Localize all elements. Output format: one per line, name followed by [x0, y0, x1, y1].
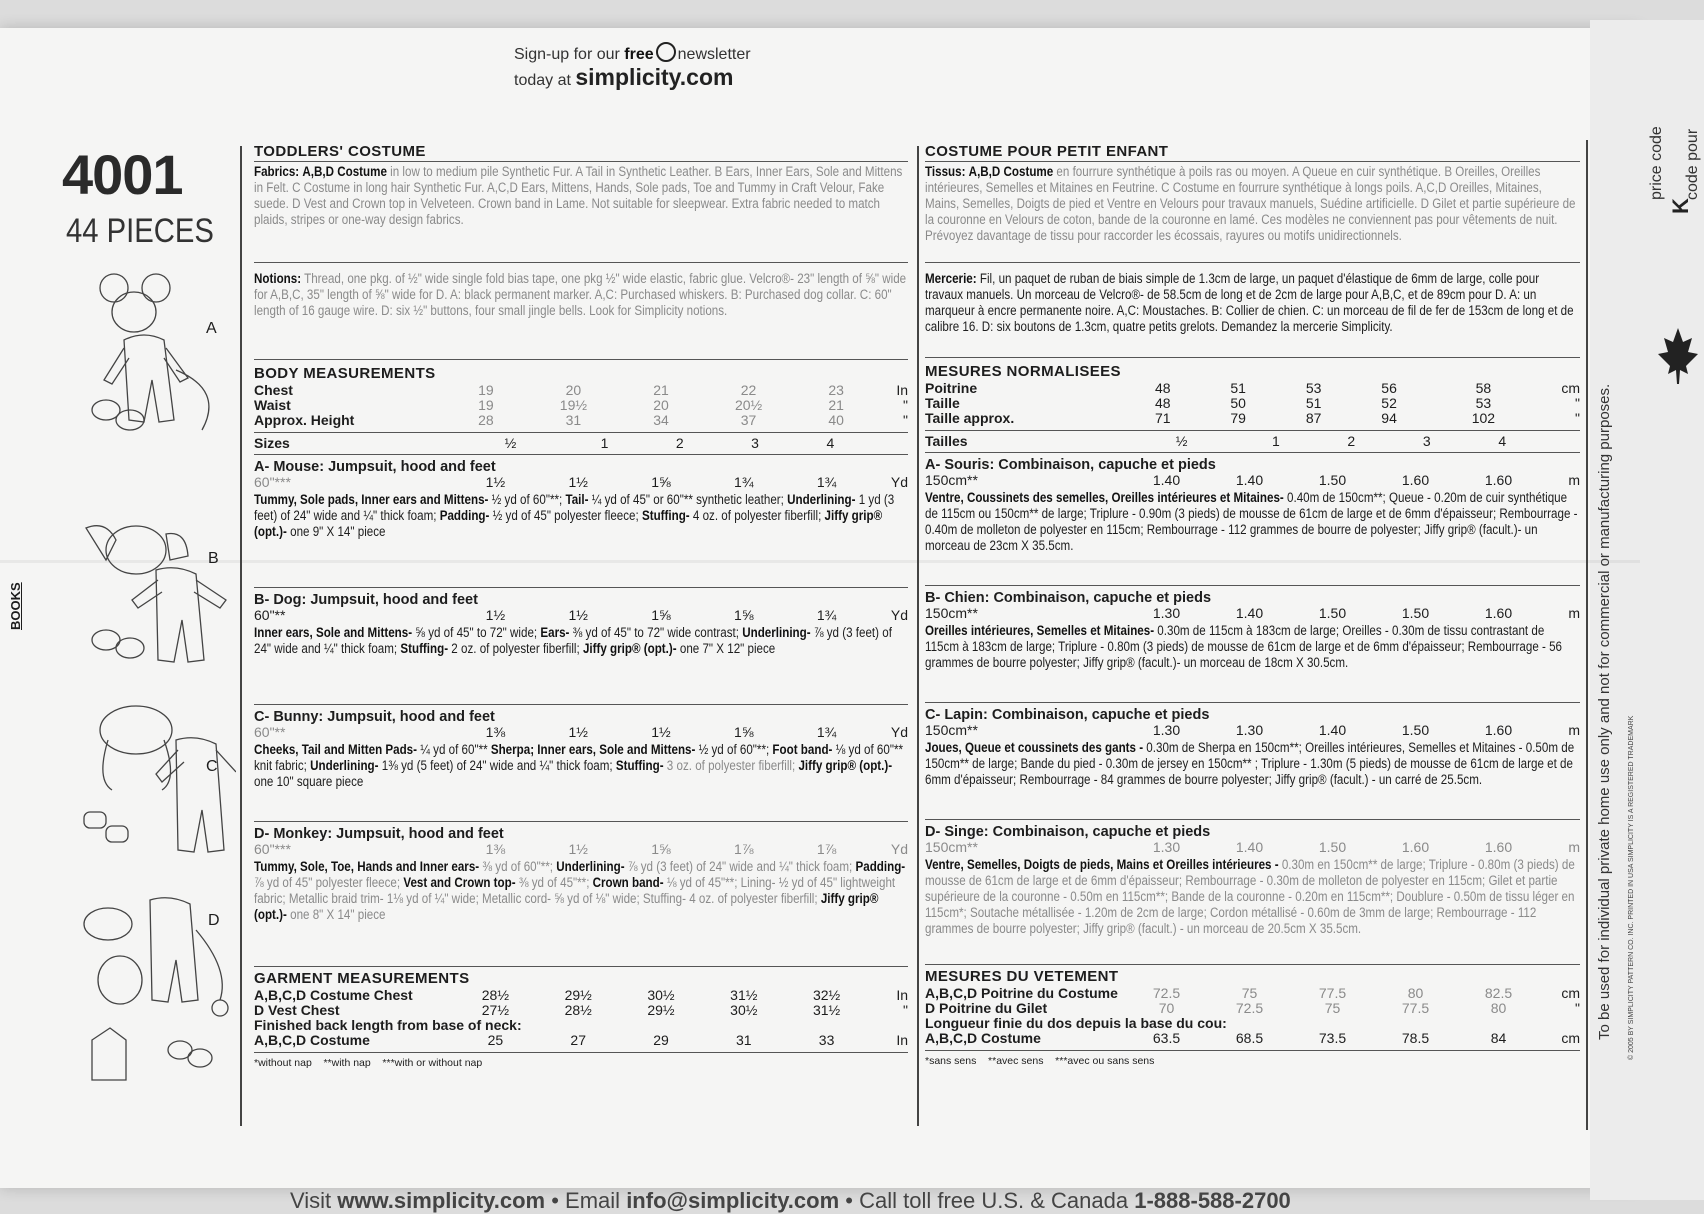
- table-row: Taille 48 50 51 52 53 ": [925, 395, 1580, 411]
- price-code-label: price code: [1648, 126, 1665, 200]
- en-variant-d: D- Monkey: Jumpsuit, hood and feet 60"*** 1⅜ 1½ 1⅝ 1⅞ 1⅞ Yd Tummy, Sole, Toe, Hands and Inner ears- ⅜ yd of 60"**; Underlining- ⅞ yd (3 feet) of 24" wide and ¼" thick foam; Padding- ⅞ yd of 45" polyester fleece; Vest and Crown top- ⅜ yd of 45"**; Crown band- ⅛ yd of 45"**; Lining- ½ yd of 45" lightweight fabric; Metallic braid trim- 1⅛ yd of ¼" wide; Metallic cord- ⅝ yd of ⅛" wide; Stuffing- 4 oz. of polyester fiberfill; Jiffy grip® (opt.)- one 8" X 14" piece: [254, 826, 908, 922]
- table-row: Approx. Height 28 31 34 37 40 ": [254, 412, 908, 428]
- view-a-mouse-sketch: [84, 270, 234, 450]
- view-a-letter: A: [206, 320, 217, 337]
- table-row: D Vest Chest 27½ 28½ 29½ 30½ 31½ ": [254, 1002, 908, 1018]
- en-fabrics: Fabrics: A,B,D Costume in low to medium pile Synthetic Fur. A Tail in Synthetic Leather. B Ears, Inner Ears, Sole and Mittens in Felt. C Costume in long hair Synthetic Fur. A,C,D Ears, Mittens, Hands, Sole pads, Toe and Tummy in Craft Velour, Fake suede. D Vest and Crown top in Velveteen. Crown band in Lame. Not suitable for sleepwear. Extra fabric needed to match plaids, stripes or one-way design fabrics.: [254, 164, 903, 227]
- english-column: [254, 144, 908, 1071]
- simplicity-site-link[interactable]: simplicity.com: [575, 64, 734, 90]
- en-footnote: *without nap **with nap ***with or without nap: [254, 1057, 483, 1069]
- view-b-letter: B: [208, 550, 219, 567]
- en-variant-a: A- Mouse: Jumpsuit, hood and feet 60"*** 1½ 1½ 1⅝ 1¾ 1¾ Yd Tummy, Sole pads, Inner ears and Mittens- ½ yd of 60"**; Tail- ¼ yd of 45" or 60"** synthetic leather; Underlining- 1 yd (3 feet) of 24" wide and ¼" thick foam; Padding- ½ yd of 45" polyester fleece; Stuffing- 4 oz. of polyester fiberfill; Jiffy grip® (opt.)- one 9" X 14" piece: [254, 459, 908, 539]
- en-garment-table: A,B,C,D Costume Chest 28½ 29½ 30½ 31½ 32½ In D Vest Chest 27½ 28½ 29½ 30½ 31½ " Finished back length from base of neck: A,B,C,D Costume 25 27 29 31 33 In: [254, 987, 908, 1048]
- books-label: BOOKS: [8, 582, 23, 630]
- en-body-measurements-title: BODY MEASUREMENTS: [254, 365, 436, 382]
- view-c-bunny-sketch: [76, 700, 236, 880]
- usage-notice: To be used for individual private home use only and not for commercial or manufacturing purposes.: [1596, 383, 1613, 1040]
- pieces-count: 44 PIECES: [66, 212, 214, 250]
- left-divider: [240, 146, 242, 1126]
- fr-garment-table: A,B,C,D Poitrine du Costume 72.5 75 77.5 80 82.5 cm D Poitrine du Gilet 70 72.5 75 77.5 80 " Longueur finie du dos depuis la base du cou: A,B,C,D Costume 63.5 68.5 73.5 78.5 84 cm: [925, 985, 1580, 1046]
- fr-variant-d: D- Singe: Combinaison, capuche et pieds 150cm** 1.30 1.40 1.50 1.60 1.60 m Ventre, Semelles, Doigts de pieds, Mains et Oreilles intérieures - 0.30m en 150cm** de large; Triplure - 0.80m (3 pieds) de mousse de 61cm de large et de 6mm d'épaisseur; Rembourrage - 0.30m de molleton de polyester en 115cm; Gilet et partie supérieure de la couronne - 0.50m en 115cm**; Bande de la couronne - 0.20m en 115cm**; Doublure - 0.50m de tissu léger en 115cm*; Soutache métallisée - 1.20m de 2cm de large; Cordon métallisé - 0.60m de 3mm de large; Rembourrage - 112 grammes de bourre polyester; Jiffy grip® (facult.) - un morceau de 20.5cm X 35.5cm.: [925, 824, 1580, 936]
- en-title: TODDLERS' COSTUME: [254, 144, 908, 162]
- fr-variant-a: A- Souris: Combinaison, capuche et pieds 150cm** 1.40 1.40 1.50 1.60 1.60 m Ventre, Coussinets des semelles, Oreilles intérieures et Mitaines- 0.40m de 150cm**; Queue - 0.20m de cuir synthétique de 115cm ou 150cm** de large; Triplure - 0.90m (3 pieds) de mousse de 61cm de large et de 6mm d'épaisseur; Rembourrage - 0.40m de molleton de polyester en 115cm; Rembourrage - 112 grammes de bourre de polyester; Jiffy grip® (facult.)- un morceau de 23cm X 35.5cm.: [925, 457, 1580, 553]
- view-b-dog-sketch: [76, 520, 236, 670]
- view-d-letter: D: [208, 912, 220, 929]
- table-row: A,B,C,D Costume Chest 28½ 29½ 30½ 31½ 32½ In: [254, 987, 908, 1003]
- newsletter-signup: Sign-up for our free newsletter today at simplicity.com: [514, 42, 751, 92]
- copyright-notice: © 2005 BY SIMPLICITY PATTERN CO. INC. PRINTED IN USA SIMPLICITY IS A REGISTERED TRADEMARK: [1628, 715, 1635, 1060]
- en-variant-b: B- Dog: Jumpsuit, hood and feet 60"** 1½ 1½ 1⅝ 1⅝ 1¾ Yd Inner ears, Sole and Mittens- ⅝ yd of 45" to 72" wide; Ears- ⅜ yd of 45" to 72" wide contrast; Underlining- ⅞ yd (3 feet) of 24" wide and ¼" thick foam; Stuffing- 2 oz. of polyester fiberfill; Jiffy grip® (opt.)- one 7" X 12" piece: [254, 592, 908, 656]
- table-row: Taille approx. 71 79 87 94 102 ": [925, 410, 1580, 426]
- table-row: A,B,C,D Poitrine du Costume 72.5 75 77.5 80 82.5 cm: [925, 985, 1580, 1001]
- en-variant-c: C- Bunny: Jumpsuit, hood and feet 60"** 1⅜ 1½ 1½ 1⅝ 1¾ Yd Cheeks, Tail and Mitten Pads- ¼ yd of 60"** Sherpa; Inner ears, Sole and Mittens- ½ yd of 60"**; Foot band- ⅛ yd of 60"** knit fabric; Underlining- 1⅜ yd (5 feet) of 24" wide and ¼" thick foam; Stuffing- 3 oz. of polyester fiberfill; Jiffy grip® (opt.)- one 10" square piece: [254, 709, 908, 789]
- e-newsletter-icon: [656, 42, 676, 62]
- table-row: Poitrine 48 51 53 56 58 cm: [925, 380, 1580, 396]
- en-sizes-row: Sizes ½ 1 2 3 4: [254, 435, 835, 451]
- table-row: D Poitrine du Gilet 70 72.5 75 77.5 80 ": [925, 1000, 1580, 1016]
- price-code-letter: K: [1668, 198, 1693, 214]
- maple-leaf-icon: [1656, 326, 1700, 386]
- pattern-number: 4001: [62, 143, 183, 206]
- website-link[interactable]: www.simplicity.com: [337, 1188, 546, 1213]
- en-body-table: [254, 383, 908, 428]
- center-divider: [917, 146, 919, 1126]
- view-c-letter: C: [206, 758, 218, 775]
- fr-title: COSTUME POUR PETIT ENFANT: [925, 144, 1580, 162]
- right-divider: [1586, 140, 1588, 1130]
- table-row: A,B,C,D Costume 63.5 68.5 73.5 78.5 84 cm: [925, 1030, 1580, 1046]
- email-link[interactable]: info@simplicity.com: [626, 1188, 840, 1213]
- fr-footnote: *sans sens **avec sens ***avec ou sans sens: [925, 1055, 1155, 1067]
- fr-variant-b: B- Chien: Combinaison, capuche et pieds 150cm** 1.30 1.40 1.50 1.50 1.60 m Oreilles intérieures, Semelles et Mitaines- 0.30m de 115cm à 183cm de large; Oreilles - 0.30m de tissu contrastant de 115cm à 183cm de large; Triplure - 0.80m (3 pieds) de mousse de 61cm de large et de 6mm d'épaisseur; Rembourrage - 56 grammes de bourre polyester; Jiffy grip® (facult.)- un morceau de 18cm X 30.5cm.: [925, 590, 1580, 670]
- table-row: Waist 19 19½ 20 20½ 21 ": [254, 397, 908, 413]
- french-column: [925, 144, 1580, 1069]
- code-pour-label: code pour: [1684, 128, 1701, 200]
- en-notions: Notions: Thread, one pkg. of ½" wide single fold bias tape, one pkg ½" wide elastic, fabric glue. Velcro®- 23" length of ⅝" wide for A,B,C, 35" length of ⅝" wide for D. A: black permanent marker. A,C: Purchased whiskers. B: Purchased dog collar. C: 60" length of 16 gauge wire. D: six ½" buttons, four small jingle bells. Look for Simplicity notions.: [254, 271, 907, 318]
- fr-garment-title: MESURES DU VETEMENT: [925, 968, 1119, 985]
- fr-tissus: Tissus: A,B,D Costume en fourrure synthétique à poils ras ou moyen. A Queue en cuir synthétique. B Oreilles, Oreilles intérieures, Semelles et Mitaines en Feutrine. C Costume en fourrure synthétique à longs poils. A,C,D Oreilles, Mitaines, Mains, Semelles, Doigts de pied et Ventre en Velours pour travaux manuels, Suédine artificielle. D Gilet et partie supérieure de la couronne en Velours de coton, bande de la couronne en lamé. Ces modèles ne conviennent pas pour vêtements de nuit. Prévoyez davantage de tissu pour raccorder les écossais, rayures ou motifs unidirectionnels.: [925, 164, 1576, 243]
- en-garment-title: GARMENT MEASUREMENTS: [254, 970, 470, 987]
- fr-body-measurements-title: MESURES NORMALISEES: [925, 363, 1121, 380]
- fr-sizes-row: Tailles ½ 1 2 3 4: [925, 433, 1507, 449]
- contact-footer: Visit www.simplicity.com • Email info@simplicity.com • Call toll free U.S. & Canada 1-888-588-2700: [290, 1188, 1291, 1213]
- fr-mercerie: Mercerie: Fil, un paquet de ruban de biais simple de 1.3cm de large, un paquet d'élastique de 6mm de large, colle pour travaux manuels. Un morceau de Velcro®- de 58.5cm de long et de 2cm de large pour A,B,C, et de 89cm pour D. A: un marqueur à encre permanente noire. A,C: Moustaches. B: Collier de chien. C: un morceau de fil de fer de 153cm de long et de calibre 16. D: six boutons de 1.3cm, quatre petits grelots. Demandez la mercerie Simplicity.: [925, 271, 1574, 334]
- table-row: Chest 19 20 21 22 23 In: [254, 382, 908, 398]
- phone-number: 1-888-588-2700: [1134, 1188, 1291, 1213]
- fr-variant-c: C- Lapin: Combinaison, capuche et pieds 150cm** 1.30 1.30 1.40 1.50 1.60 m Joues, Queue et coussinets des gants - 0.30m de Sherpa en 150cm**; Oreilles intérieures, Semelles et Mitaines - 0.50m de 150cm** de large; Bande du pied - 0.30m de jersey en 150cm** ; Triplure - 1.30m (5 pieds) de mousse de 61cm de large et de 6mm d'épaisseur; Rembourrage - 84 grammes de bourre polyester; Jiffy grip® (facult.) - un carré de 25.5cm.: [925, 707, 1580, 787]
- fr-body-table: [925, 381, 1580, 426]
- table-row: A,B,C,D Costume 25 27 29 31 33 In: [254, 1032, 908, 1048]
